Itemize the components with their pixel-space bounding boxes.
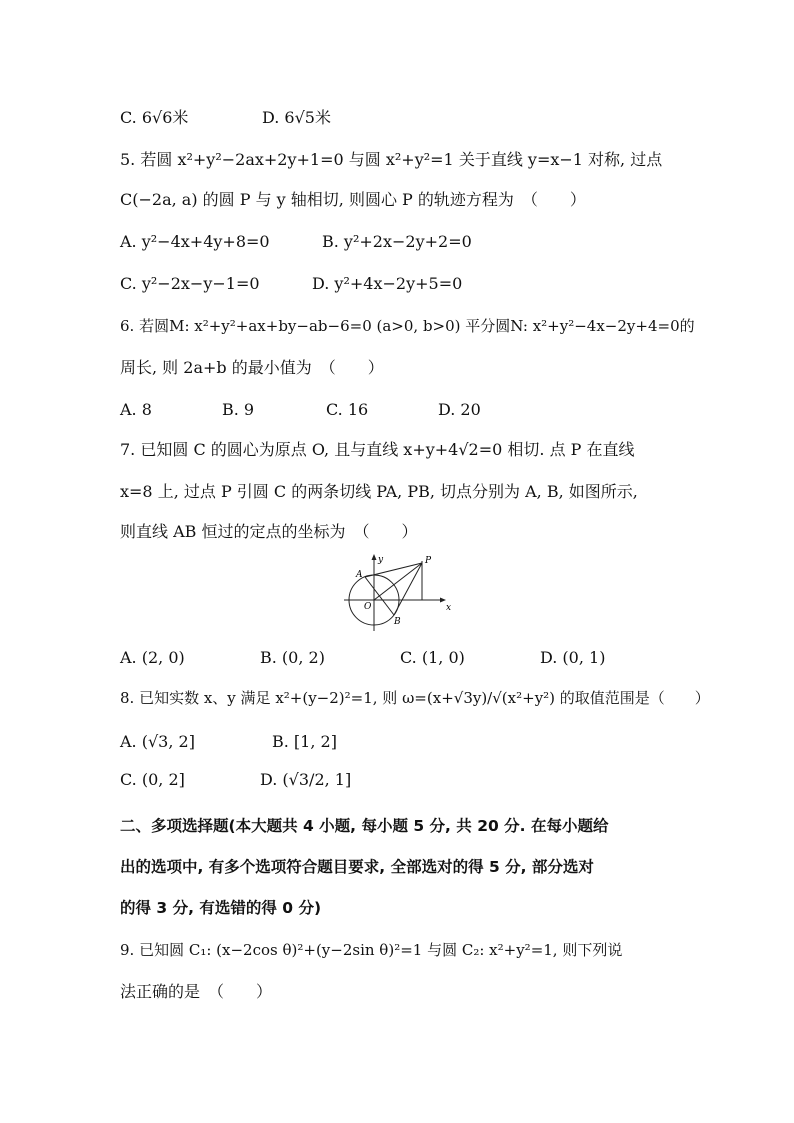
q6-option-d: D. 20 [438, 400, 481, 419]
q9-stem-line1: 9. 已知圆 C₁: (x−2cos θ)²+(y−2sin θ)²=1 与圆 C₂: x²+y²=1, 则下列说 [120, 941, 623, 959]
q8-option-a: A. (√3, 2] [120, 732, 195, 751]
tangent-pb [394, 563, 422, 615]
label-b: B [394, 617, 401, 627]
q6-stem-line2: 周长, 则 2a+b 的最小值为 （ ） [120, 358, 384, 377]
section2-heading-line3: 的得 3 分, 有选错的得 0 分) [120, 899, 322, 917]
label-p: P [425, 556, 432, 566]
q6-option-c: C. 16 [326, 400, 369, 419]
section2-heading-line1: 二、多项选择题(本大题共 4 小题, 每小题 5 分, 共 20 分. 在每小题给 [120, 817, 609, 835]
q7-option-b: B. (0, 2) [260, 648, 325, 667]
q7-option-c: C. (1, 0) [400, 648, 465, 667]
q4-option-d: D. 6√5米 [262, 108, 331, 127]
q5-option-d: D. y²+4x−2y+5=0 [312, 274, 463, 293]
q9-stem-line2: 法正确的是 （ ） [120, 982, 273, 1001]
q5-option-c: C. y²−2x−y−1=0 [120, 274, 260, 293]
label-a: A [356, 570, 363, 580]
label-o: O [364, 602, 372, 612]
q5-option-b: B. y²+2x−2y+2=0 [322, 232, 472, 251]
q5-stem-line1: 5. 若圆 x²+y²−2ax+2y+1=0 与圆 x²+y²=1 关于直线 y=x−1 对称, 过点 [120, 150, 663, 169]
q6-option-a: A. 8 [120, 400, 152, 419]
q5-stem-line2: C(−2a, a) 的圆 P 与 y 轴相切, 则圆心 P 的轨迹方程为 （ ） [120, 190, 586, 209]
x-axis-arrow-icon [440, 598, 446, 603]
q5-option-a: A. y²−4x+4y+8=0 [120, 232, 270, 251]
q7-stem-line3: 则直线 AB 恒过的定点的坐标为 （ ） [120, 522, 418, 541]
label-x: x [446, 603, 452, 613]
label-y: y [378, 555, 384, 565]
q7-figure [340, 553, 458, 633]
q6-stem-line1: 6. 若圆M: x²+y²+ax+by−ab−6=0 (a>0, b>0) 平分圆N: x²+y²−4x−2y+4=0的 [120, 317, 695, 335]
q4-option-c: C. 6√6米 [120, 108, 189, 127]
q7-option-d: D. (0, 1) [540, 648, 606, 667]
q6-option-b: B. 9 [222, 400, 255, 419]
q8-option-d: D. (√3/2, 1] [260, 770, 352, 789]
section2-heading-line2: 出的选项中, 有多个选项符合题目要求, 全部选对的得 5 分, 部分选对 [120, 858, 594, 876]
q8-option-c: C. (0, 2] [120, 770, 185, 789]
q7-stem-line1: 7. 已知圆 C 的圆心为原点 O, 且与直线 x+y+4√2=0 相切. 点 P 在直线 [120, 440, 635, 459]
q7-stem-line2: x=8 上, 过点 P 引圆 C 的两条切线 PA, PB, 切点分别为 A, B, 如图所示, [120, 482, 638, 501]
y-axis-arrow-icon [372, 554, 377, 560]
q8-stem-line1: 8. 已知实数 x、y 满足 x²+(y−2)²=1, 则 ω=(x+√3y)/√(x²+y²) 的取值范围是（ ） [120, 689, 710, 707]
q7-option-a: A. (2, 0) [120, 648, 185, 667]
q8-option-b: B. [1, 2] [272, 732, 337, 751]
